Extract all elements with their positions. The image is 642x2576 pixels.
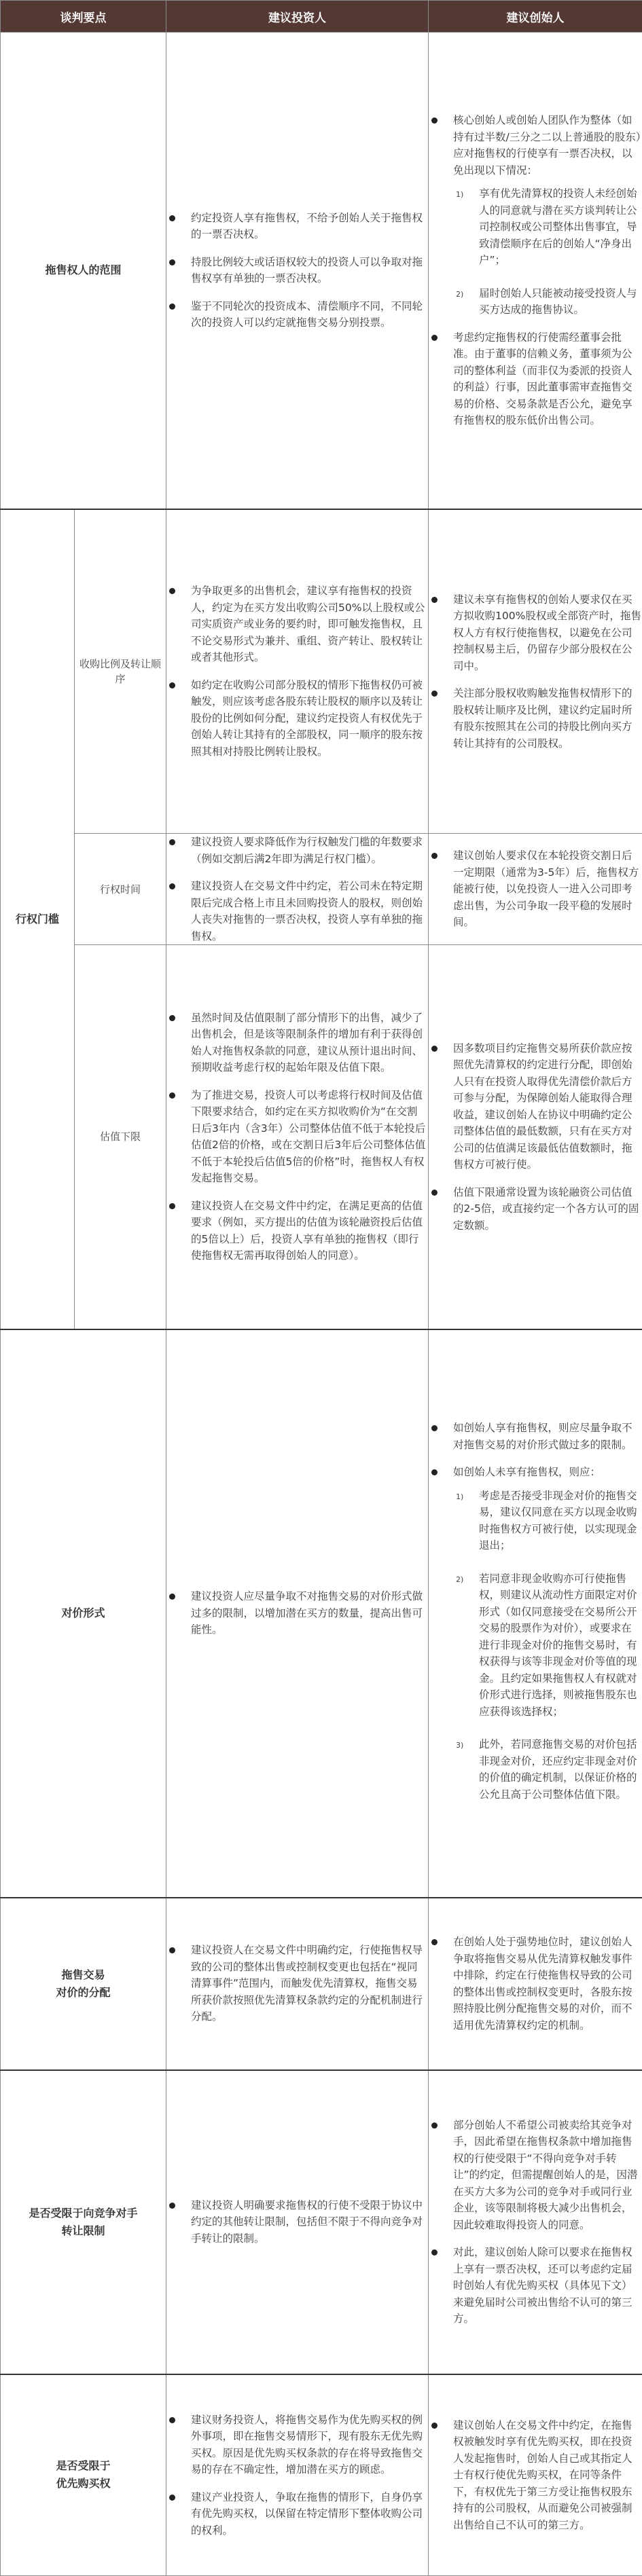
list-item xyxy=(429,2117,642,2234)
bullet-text: 在创始人处于强势地位时，建议创始人争取将拖售交易从优先清算权触发事件中排除，约定在行使拖售权导致的公司的整体出售或控制权变更时，各股东按照持股比例分配拖售交易的对价，而不适用优先清算权约定的机制。 xyxy=(453,1936,632,2031)
bullet-icon xyxy=(169,1203,175,1209)
list-item xyxy=(166,1198,428,1264)
list-item xyxy=(166,298,428,331)
bullet-icon xyxy=(431,1046,438,1052)
bullet-text: 建议投资人在交易文件中明确约定，行使拖售权导致的公司的整体出售或控制权变更也包括在“视同清算事件”范围内，而触发优先清算权，拖售交易所获价款按照优先清算权条款约定的分配机制进行分配。 xyxy=(191,1944,423,2023)
bullet-icon xyxy=(169,1947,175,1953)
numbered-list xyxy=(453,185,642,318)
bullet-icon xyxy=(169,682,175,688)
investor-cell xyxy=(166,945,429,1329)
bullet-icon xyxy=(169,2417,175,2423)
bullet-text: 估值下限通常设置为该轮融资公司估值的2-5倍，或直接约定一个各方认可的固定数额。 xyxy=(453,1186,639,1232)
topic-cell: 拖售权人的范围 xyxy=(1,33,166,509)
bullet-icon xyxy=(431,691,438,697)
list-item xyxy=(429,685,642,752)
bullet-text: 核心创始人或创始人团队作为整体（如持有过半数/三分之二以上普通股的股东）应对拖售权的行使享有一票否决权，以免出现以下情况： xyxy=(453,114,641,177)
numbered-item xyxy=(453,1736,642,1803)
bullet-text: 如创始人享有拖售权，则应尽量争取不对拖售交易的对价形式做过多的限制。 xyxy=(453,1422,632,1451)
topic-line: 转让限制 xyxy=(1,2222,166,2240)
bullet-text: 鉴于不同轮次的投资成本、清偿顺序不同，不同轮次的投资人可以约定就拖售交易分别投票。 xyxy=(191,300,423,329)
list-item xyxy=(429,1184,642,1234)
bullet-text: 建议创始人要求仅在本轮投资交割日后一定期限（通常为3-5年）后，拖售权方能被行使，以免投资人一进入公司即考虑出售，为公司争取一段平稳的发展时间。 xyxy=(453,849,639,928)
bullet-icon xyxy=(169,1015,175,1021)
topic-line: 优先购买权 xyxy=(1,2475,166,2492)
list-item xyxy=(429,1420,642,1453)
bullet-text: 因多数项目约定拖售交易所获价款应按照优先清算权的约定进行分配，即创始人只有在投资人取得优先清偿价款后方可参与分配，为保障创始人能取得合理收益，建议创始人在协议中明确约定公司整体估值的最低数额，只有在买方对公司的估值满足该最低估值数额时，拖售权方可被行使。 xyxy=(453,1042,632,1171)
bullet-icon xyxy=(431,1425,438,1431)
founder-cell xyxy=(429,1898,642,2070)
bullet-icon xyxy=(431,1190,438,1196)
bullet-icon xyxy=(431,853,438,859)
list-item xyxy=(166,834,428,867)
topic-cell xyxy=(1,2070,166,2374)
table-row-consideration-form xyxy=(1,1329,642,1898)
investor-cell xyxy=(166,2070,429,2374)
header-investor-advice: 建议投资人 xyxy=(166,1,429,33)
table-row-threshold-ratio xyxy=(1,509,642,834)
investor-cell xyxy=(166,509,429,834)
bullet-icon xyxy=(169,588,175,594)
bullet-icon xyxy=(169,2203,175,2209)
topic-line: 拖售交易 xyxy=(1,1966,166,1984)
bullet-icon xyxy=(431,2122,438,2129)
investor-cell xyxy=(166,2374,429,2576)
list-item xyxy=(429,2417,642,2534)
bullet-icon xyxy=(169,2495,175,2501)
topic-cell: 行权门槛 xyxy=(1,509,75,1329)
list-item xyxy=(166,677,428,760)
bullet-text: 建议未享有拖售权的创始人要求仅在买方拟收购100%股权或全部资产时，拖售权人方有权行使拖售权，以避免在公司控制权易主后，仍留存少部分股权在公司中。 xyxy=(453,593,641,672)
bullet-icon xyxy=(169,839,175,845)
list-item xyxy=(166,1588,428,1638)
subtopic-cell: 估值下限 xyxy=(75,945,166,1329)
table-row-threshold-time xyxy=(1,834,642,945)
list-item xyxy=(166,1087,428,1187)
list-item xyxy=(166,1942,428,2025)
topic-line: 是否受限于向竞争对手 xyxy=(1,2205,166,2222)
bullet-text: 建议投资人在交易文件中约定，在满足更高的估值要求（例如，买方提出的估值为该轮融资投后估值的5倍以上）后，投资人享有单独的拖售权（即行使拖售权无需再取得创始人的同意）。 xyxy=(191,1200,423,1262)
investor-cell xyxy=(166,834,429,945)
item-text: 届时创始人只能被动接受投资人与买方达成的拖售协议。 xyxy=(479,287,637,316)
topic-line: 对价的分配 xyxy=(1,1984,166,2002)
bullet-icon xyxy=(169,215,175,221)
bullet-text: 建议投资人要求降低作为行权触发门槛的年数要求（例如交割后满2年即为满足行权门槛）。 xyxy=(191,836,423,865)
bullet-icon xyxy=(169,303,175,310)
bullet-text: 虽然时间及估值限制了部分情形下的出售，减少了出售机会，但是该等限制条件的增加有利于获得创始人对拖售权条款的同意，建议从预计退出时间、预期收益考虑行权的起始年限及估值下限。 xyxy=(191,1012,423,1074)
founder-cell xyxy=(429,2070,642,2374)
investor-cell xyxy=(166,1898,429,2070)
investor-cell xyxy=(166,33,429,509)
investor-cell xyxy=(166,1329,429,1898)
bullet-text: 关注部分股权收购触发拖售权情形下的股权转让顺序及比例，建议约定届时所有股东按照其在公司的持股比例向买方转让其持有的公司股权。 xyxy=(453,687,632,750)
founder-cell xyxy=(429,834,642,945)
bullet-icon xyxy=(169,883,175,889)
bullet-icon xyxy=(431,1469,438,1475)
bullet-text: 部分创始人不希望公司被卖给其竞争对手，因此希望在拖售权条款中增加拖售权的行使受限于“不得向竞争对手转让”的约定，但需提醒创始人的是，因潜在买方大多为公司的竞争对手或同行业企业，该等限制将极大减少出售机会，因此较难取得投资人的同意。 xyxy=(453,2119,638,2231)
bullet-text: 如约定在收购公司部分股权的情形下拖售权仍可被触发，则应该考虑各股东转让股权的顺序以及转让股份的比例如何分配，建议约定投资人有权优先于创始人转让其持有的全部股权，同一顺序的股东按照其相对持股比例转让股权。 xyxy=(191,679,423,758)
founder-cell xyxy=(429,1329,642,1898)
list-item xyxy=(429,1040,642,1173)
list-item xyxy=(429,2244,642,2327)
bullet-text: 建议投资人应尽量争取不对拖售交易的对价形式做过多的限制，以增加潜在买方的数量，提高出售可能性。 xyxy=(191,1590,423,1636)
list-item xyxy=(166,583,428,666)
subtopic-cell: 收购比例及转让顺序 xyxy=(75,509,166,834)
list-item xyxy=(429,847,642,931)
numbered-item xyxy=(453,185,642,269)
item-text: 考虑是否接受非现金对价的拖售交易，建议仅同意在买方以现金收购时拖售权方可被行使，以实现现金退出； xyxy=(479,1490,637,1552)
bullet-text: 建议投资人在交易文件中约定，若公司未在特定期限后完成合格上市且未回购投资人的股权，则创始人丧失对拖售的一票否决权，投资人享有单独的拖售权。 xyxy=(191,880,423,942)
item-number: 1) xyxy=(456,187,463,204)
list-item xyxy=(429,329,642,429)
bullet-icon xyxy=(169,1594,175,1600)
bullet-icon xyxy=(431,335,438,341)
bullet-text: 如创始人未享有拖售权，则应： xyxy=(453,1466,601,1478)
item-text: 享有优先清算权的投资人未经创始人的同意就与潜在买方谈判转让公司控制权或公司整体出售事宜，导致清偿顺序在后的创始人“净身出户”； xyxy=(479,187,637,266)
item-number: 3) xyxy=(456,1737,463,1754)
bullet-text: 为争取更多的出售机会，建议享有拖售权的投资人，约定为在买方发出收购公司50%以上股权或公司实质资产或业务的要约时，即可触发拖售权，且不论交易形式为兼并、重组、资产转让、股权转让或者其他形式。 xyxy=(191,585,425,663)
table-row-consideration-distribution xyxy=(1,1898,642,2070)
header-founder-advice: 建议创始人 xyxy=(429,1,642,33)
list-item xyxy=(166,2197,428,2247)
bullet-text: 建议投资人明确要求拖售权的行使不受限于协议中约定的其他转让限制，包括但不限于不得向竞争对手转让的限制。 xyxy=(191,2199,423,2245)
bullet-icon xyxy=(431,2423,438,2429)
bullet-icon xyxy=(431,2249,438,2256)
bullet-text: 建议产业投资人，争取在拖售的情形下，自身仍享有优先购买权，以保留在特定情形下整体收购公司的权利。 xyxy=(191,2491,423,2537)
bullet-icon xyxy=(431,117,438,124)
bullet-icon xyxy=(169,1092,175,1099)
table-row-preemptive-right xyxy=(1,2374,642,2576)
bullet-text: 考虑约定拖售权的行使需经董事会批准。由于董事的信赖义务，董事须为公司的整体利益（而非仅为委派的投资人的利益）行事，因此董事需审查拖售交易的价格、交易条款是否公允，避免享有拖售权的股东低价出售公司。 xyxy=(453,331,632,427)
bullet-icon xyxy=(431,1939,438,1945)
list-item xyxy=(166,210,428,243)
bullet-text: 约定投资人享有拖售权，不给予创始人关于拖售权的一票否决权。 xyxy=(191,212,423,241)
founder-cell xyxy=(429,33,642,509)
bullet-text: 持股比例较大或话语权较大的投资人可以争取对拖售权享有单独的一票否决权。 xyxy=(191,256,423,285)
item-text: 若同意非现金收购亦可行使拖售权，则建议从流动性方面限定对价形式（如仅同意接受在交易所公开交易的股票作为对价），或要求在进行非现金对价的拖售交易时，有权获得与该等非现金对价等值的现金。且约定如果拖售权人有权就对价形式进行选择，则被拖售股东也应获得该选择权； xyxy=(479,1572,637,1718)
founder-cell xyxy=(429,509,642,834)
numbered-item xyxy=(453,1570,642,1721)
founder-cell xyxy=(429,945,642,1329)
topic-cell: 对价形式 xyxy=(1,1329,166,1898)
table-row-threshold-valuation xyxy=(1,945,642,1329)
founder-cell xyxy=(429,2374,642,2576)
list-item xyxy=(429,112,642,318)
numbered-item xyxy=(453,285,642,318)
table-row-competitor-restriction xyxy=(1,2070,642,2374)
item-number: 2) xyxy=(456,287,463,303)
subtopic-cell: 行权时间 xyxy=(75,834,166,945)
item-text: 此外，若同意拖售交易的对价包括非现金对价，还应约定非现金对价的价值的确定机制，以保证价格的公允且高于公司整体估值下限。 xyxy=(479,1738,637,1801)
list-item xyxy=(166,878,428,944)
bullet-icon xyxy=(431,597,438,603)
bullet-text: 建议创始人在交易文件中约定，在拖售权被触发时享有优先购买权，即在投资人发起拖售时，创始人自己或其指定人士有权行使优先购买权，在同等条件下，有权优先于第三方受让拖售权股东持有的公司股权，从而避免公司被强制出售给自己不认可的第三方。 xyxy=(453,2419,632,2531)
item-number: 2) xyxy=(456,1572,463,1589)
bullet-text: 为了推进交易，投资人可以考虑将行权时间及估值下限要求结合，如约定在买方拟收购价为“在交割日后3年内（含3年）公司整体估值不低于本轮投后估值2倍的价格，或在交割日后3年后公司整体估值不低于本轮投后估值5倍的价格”时，拖售权人有权发起拖售交易。 xyxy=(191,1089,425,1185)
list-item xyxy=(429,1464,642,1803)
list-item xyxy=(166,2489,428,2539)
bullet-text: 对此，建议创始人除可以要求在拖售权上享有一票否决权，还可以考虑约定届时创始人有优先购买权（具体见下文）来避免届时公司被出售给不认可的第三方。 xyxy=(453,2246,632,2325)
header-row xyxy=(1,1,642,33)
list-item xyxy=(166,2412,428,2478)
list-item xyxy=(166,1010,428,1076)
bullet-icon xyxy=(169,259,175,265)
bullet-text: 建议财务投资人，将拖售交易作为优先购买权的例外事项，即在拖售交易情形下，现有股东无优先购买权。原因是优先购买权条款的存在将导致拖售交易的存在不确定性，增加潜在买方的顾虑。 xyxy=(191,2414,423,2476)
topic-cell xyxy=(1,1898,166,2070)
list-item xyxy=(429,591,642,675)
topic-cell xyxy=(1,2374,166,2576)
numbered-item xyxy=(453,1488,642,1554)
topic-line: 是否受限于 xyxy=(1,2457,166,2475)
list-item xyxy=(166,254,428,287)
table-row-drag-scope xyxy=(1,33,642,509)
numbered-list xyxy=(453,1488,642,1803)
item-number: 1) xyxy=(456,1489,463,1506)
list-item xyxy=(429,1934,642,2034)
header-negotiation-points: 谈判要点 xyxy=(1,1,166,33)
